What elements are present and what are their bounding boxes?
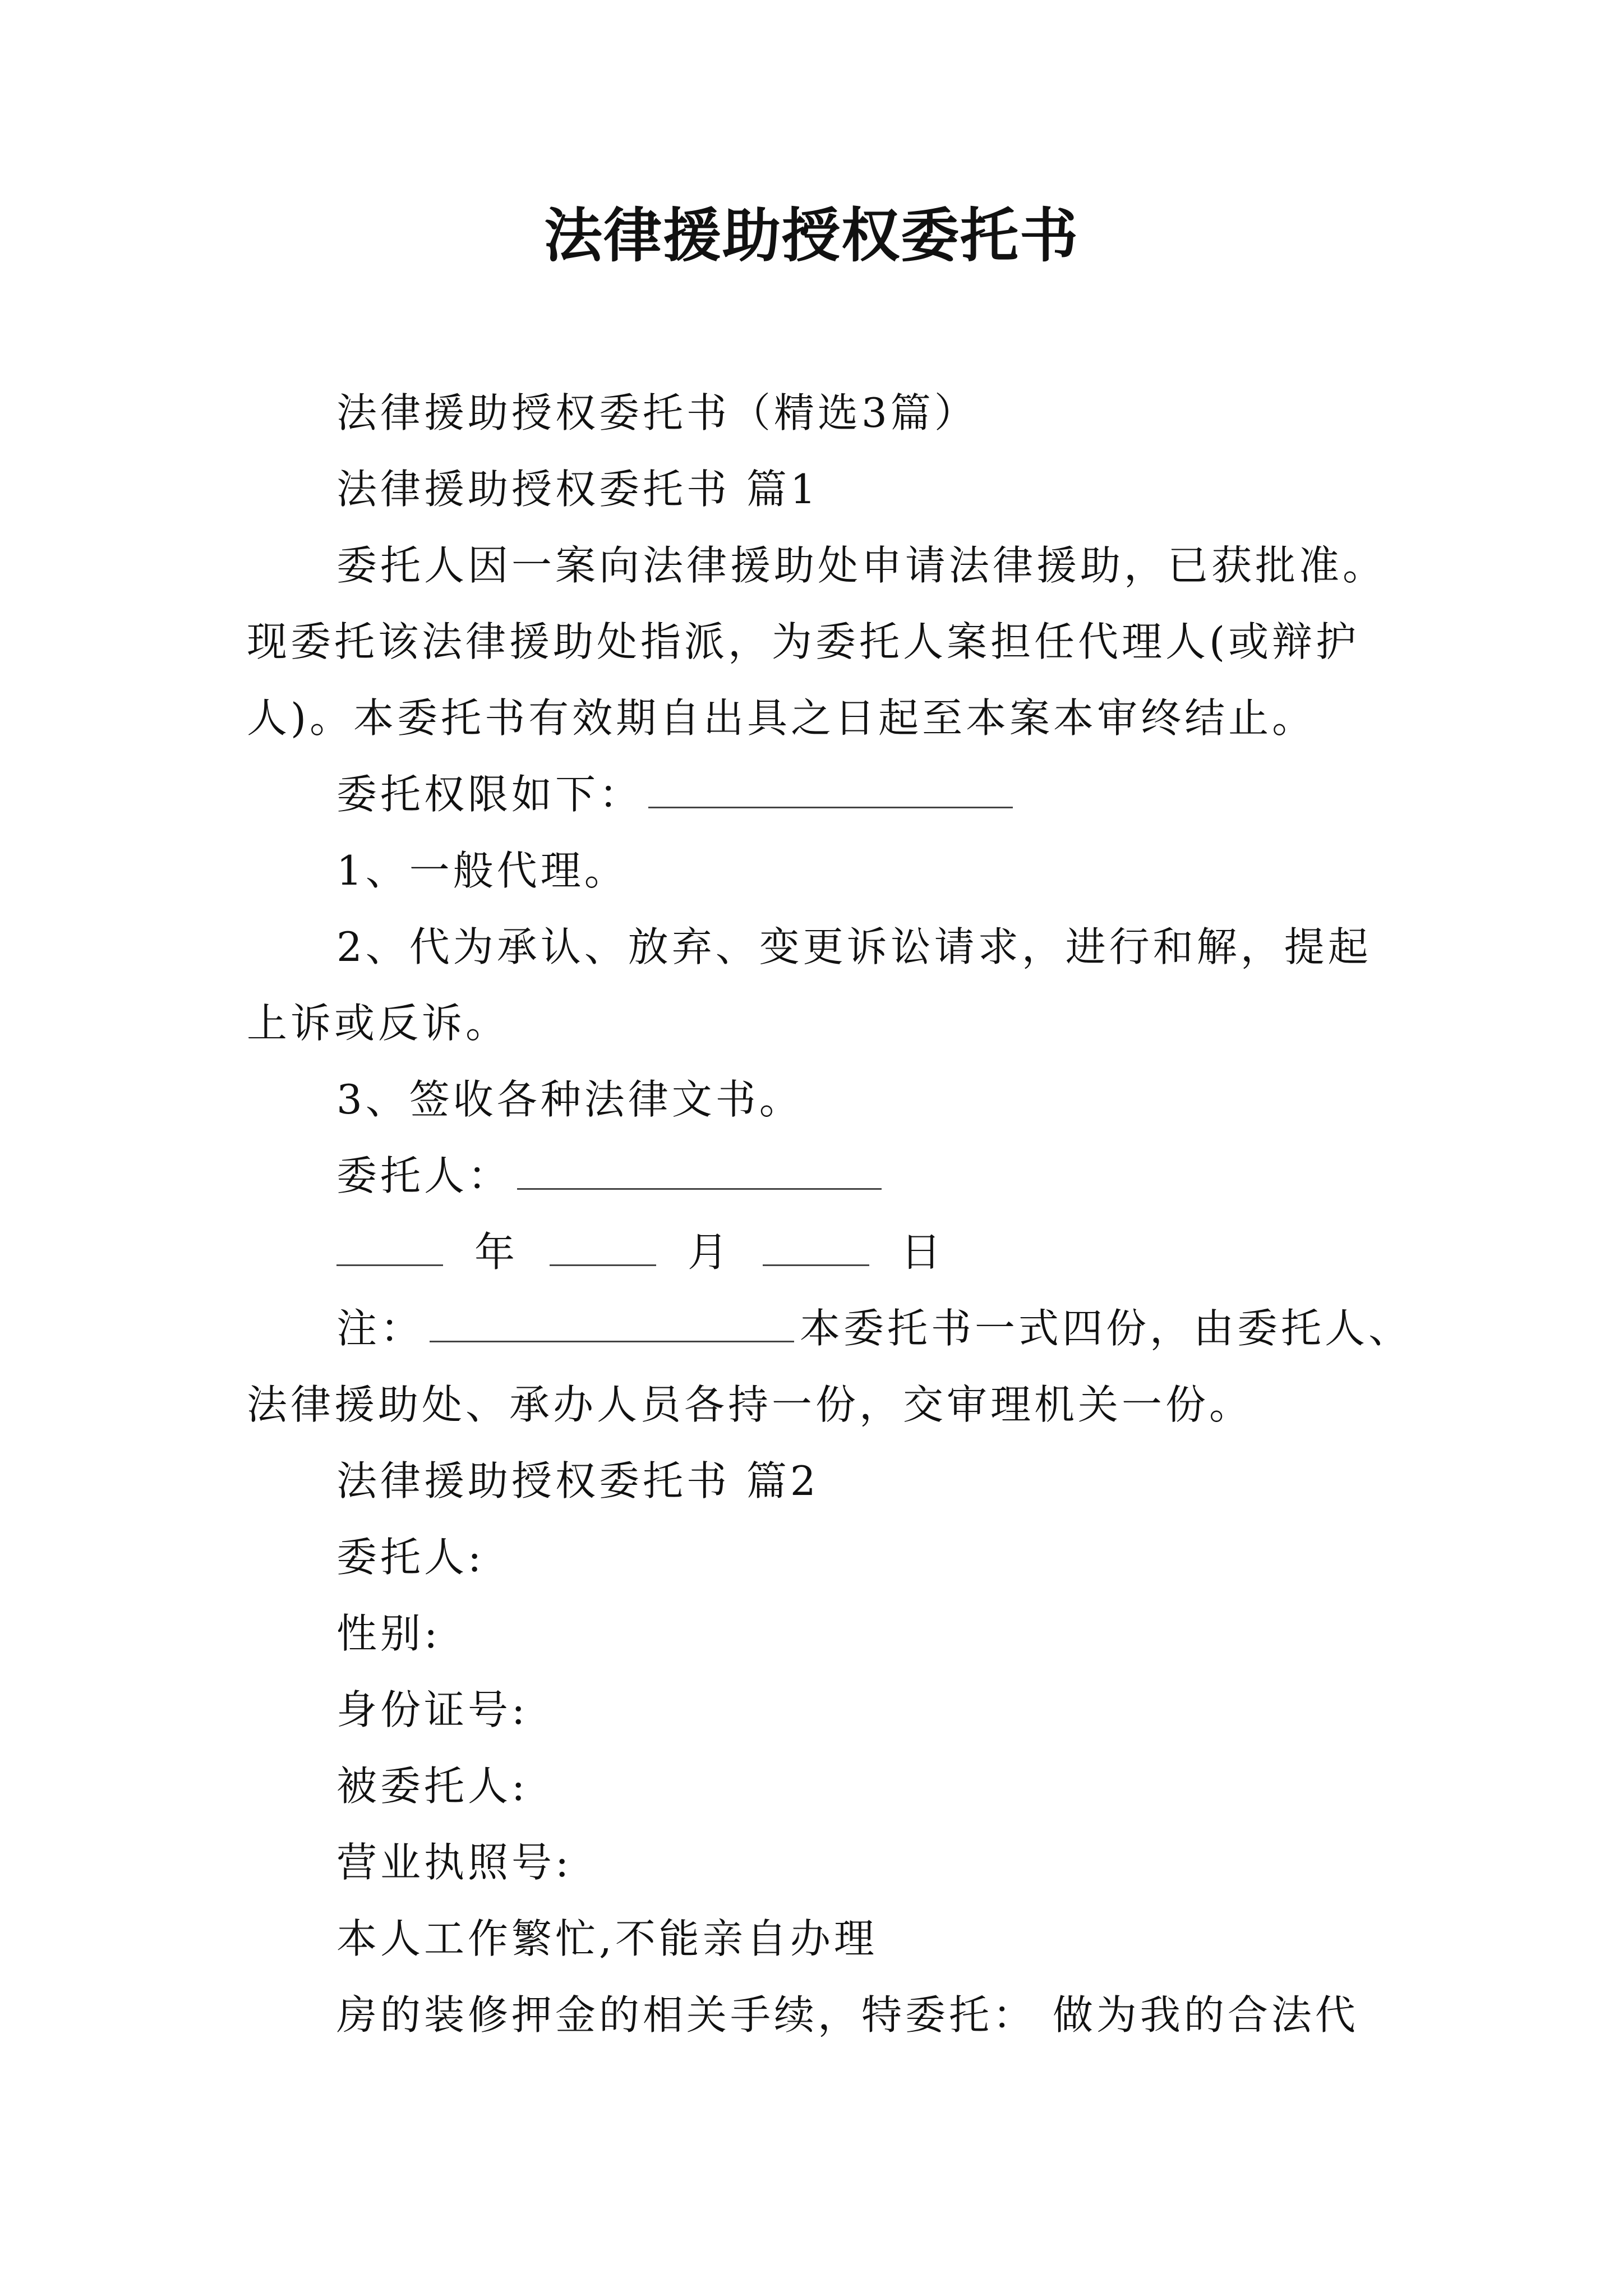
powers-blank-line	[648, 766, 1013, 808]
power-item-1: 1、一般代理。	[336, 847, 628, 894]
powers-label: 委托权限如下：	[336, 771, 643, 818]
principal-field: 委托人:	[336, 1534, 485, 1581]
agent-field: 被委托人:	[336, 1763, 529, 1810]
month-label: 月	[688, 1228, 732, 1276]
year-blank-line	[336, 1224, 443, 1266]
date-row	[336, 1224, 944, 1280]
section-2-paragraph-1: 本人工作繁忙,不能亲自办理	[336, 1915, 878, 1962]
section-1-paragraph-line-3: 人)。本委托书有效期自出具之日起至本案本审终结止。	[247, 694, 1316, 742]
principal-blank-line	[517, 1148, 882, 1190]
section-1-paragraph-line-2: 现委托该法律援助处指派，为委托人案担任代理人(或辩护	[247, 618, 1360, 665]
principal-signature-row	[336, 1148, 887, 1204]
section-1-heading: 法律援助授权委托书 篇1	[336, 466, 819, 513]
document-title: 法律援助授权委托书	[543, 201, 1079, 270]
id-number-field: 身份证号:	[336, 1686, 529, 1733]
note-text-line-1: 本委托书一式四份，由委托人、	[800, 1305, 1413, 1352]
license-field: 营业执照号:	[336, 1839, 573, 1886]
note-blank-line	[430, 1300, 794, 1342]
powers-row	[336, 766, 1018, 822]
principal-label: 委托人：	[336, 1152, 512, 1199]
section-1-paragraph-line-1: 委托人因一案向法律援助处申请法律援助，已获批准。	[336, 542, 1387, 589]
note-label: 注：	[336, 1305, 425, 1352]
gender-field: 性别:	[336, 1610, 441, 1657]
month-blank-line	[550, 1224, 656, 1266]
section-2-paragraph-2: 房的装修押金的相关手续，特委托： 做为我的合法代	[336, 1991, 1359, 2039]
power-item-3: 3、签收各种法律文书。	[336, 1076, 803, 1123]
note-text-line-2: 法律援助处、承办人员各持一份，交审理机关一份。	[247, 1381, 1253, 1428]
day-blank-line	[763, 1224, 869, 1266]
power-item-2-line-1: 2、代为承认、放弃、变更诉讼请求，进行和解，提起	[336, 923, 1372, 970]
year-label: 年	[474, 1228, 519, 1276]
document-subtitle: 法律援助授权委托书（精选3篇）	[336, 389, 978, 436]
note-row	[336, 1300, 1412, 1356]
section-2-heading: 法律援助授权委托书 篇2	[336, 1457, 819, 1504]
day-label: 日	[901, 1228, 945, 1276]
power-item-2-line-2: 上诉或反诉。	[247, 1000, 510, 1047]
